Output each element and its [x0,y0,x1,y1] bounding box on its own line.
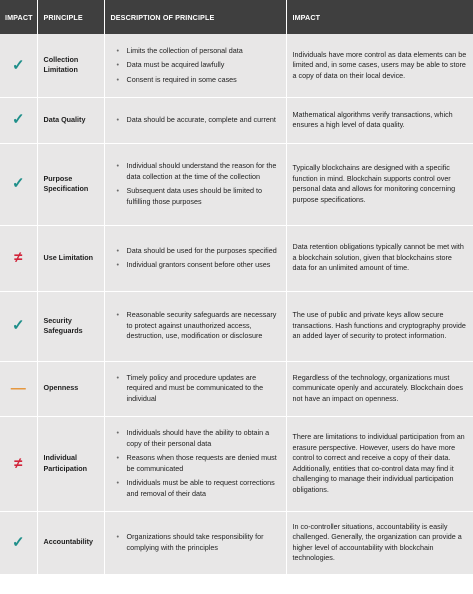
dash-icon: — [10,379,26,397]
impact-cell [0,416,37,511]
impact-cell [0,511,37,574]
impact-description: Individuals have more control as data elements can be limited and, in some cases, users may be able to store a copy of data on their local device. [286,34,473,97]
table-row [0,225,473,291]
table-row [0,291,473,361]
impact-description: Data retention obligations typically cannot be met with a blockchain solution, given that blockchains store data for an unlimited amount of time. [286,225,473,291]
impact-description: Regardless of the technology, organizations must communicate openly and accurately. Blockchain does not have an impact on openness. [286,361,473,416]
description-cell [104,511,286,574]
table-header-row [0,0,473,34]
table-body [0,34,473,574]
impact-description: In co-controller situations, accountability is easily challenged. Generally, the organization can provide a higher level of accountability with blockchain technologies. [286,511,473,574]
description-bullet: • Individuals must be able to request corrections and removal of their data [117,478,280,499]
impact-cell [0,97,37,143]
description-bullet: • Data must be acquired lawfully [117,60,280,71]
description-bullet: • Data should be accurate, complete and current [117,115,280,126]
impact-cell [0,291,37,361]
principle-name: Purpose Specification [37,143,104,225]
description-bullet: • Timely policy and procedure updates are required and must be communicated to the individual [117,373,280,405]
description-bullet: • Individual should understand the reason for the data collection at the time of the collection [117,161,280,182]
check-icon: ✓ [11,317,25,335]
description-bullet: • Reasons when those requests are denied must be communicated [117,453,280,474]
impact-cell [0,143,37,225]
header-impact-detail: IMPACT [286,0,473,34]
description-cell [104,416,286,511]
description-bullet: • Subsequent data uses should be limited to fulfilling those purposes [117,186,280,207]
check-icon: ✓ [11,175,25,193]
description-bullet: • Individual grantors consent before other uses [117,260,280,271]
description-cell [104,361,286,416]
description-bullet: • Organizations should take responsibility for complying with the principles [117,532,280,553]
principle-name: Data Quality [37,97,104,143]
description-cell [104,34,286,97]
principle-name: Accountability [37,511,104,574]
description-cell [104,97,286,143]
table-row [0,361,473,416]
description-bullet: • Individuals should have the ability to obtain a copy of their personal data [117,428,280,449]
check-icon: ✓ [11,111,25,129]
header-impact: IMPACT [0,0,37,34]
impact-cell [0,34,37,97]
table-row [0,97,473,143]
header-principle: PRINCIPLE [37,0,104,34]
impact-description: The use of public and private keys allow secure transactions. Hash functions and cryptography provide an added layer of security to protect information. [286,291,473,361]
impact-cell [0,225,37,291]
header-description: DESCRIPTION OF PRINCIPLE [104,0,286,34]
table-row [0,416,473,511]
description-bullet: • Reasonable security safeguards are necessary to protect against unauthorized access, destruction, use, modification or disclosure [117,310,280,342]
not-equal-icon: ≠ [14,249,23,267]
principle-name: Use Limitation [37,225,104,291]
description-bullet: • Limits the collection of personal data [117,46,280,57]
table-row [0,511,473,574]
impact-description: Typically blockchains are designed with a specific function in mind. Blockchain supports control over personal data and allows for monitoring concerning purpose specifications. [286,143,473,225]
not-equal-icon: ≠ [14,454,23,472]
impact-cell [0,361,37,416]
principle-name: Collection Limitation [37,34,104,97]
principle-name: Security Safeguards [37,291,104,361]
table-row [0,143,473,225]
description-bullet: • Data should be used for the purposes specified [117,246,280,257]
impact-description: There are limitations to individual participation from an erasure perspective. However, users do have more control to correct and receive a copy of their data. Additionally, entities that co-control data may find it challenging to manage their individual participation obligations. [286,416,473,511]
check-icon: ✓ [11,56,25,74]
principle-name: Individual Participation [37,416,104,511]
table-row [0,34,473,97]
principle-name: Openness [37,361,104,416]
description-cell [104,225,286,291]
description-cell [104,291,286,361]
description-bullet: • Consent is required in some cases [117,75,280,86]
description-cell [104,143,286,225]
impact-description: Mathematical algorithms verify transactions, which ensures a high level of data quality. [286,97,473,143]
check-icon: ✓ [11,533,25,551]
